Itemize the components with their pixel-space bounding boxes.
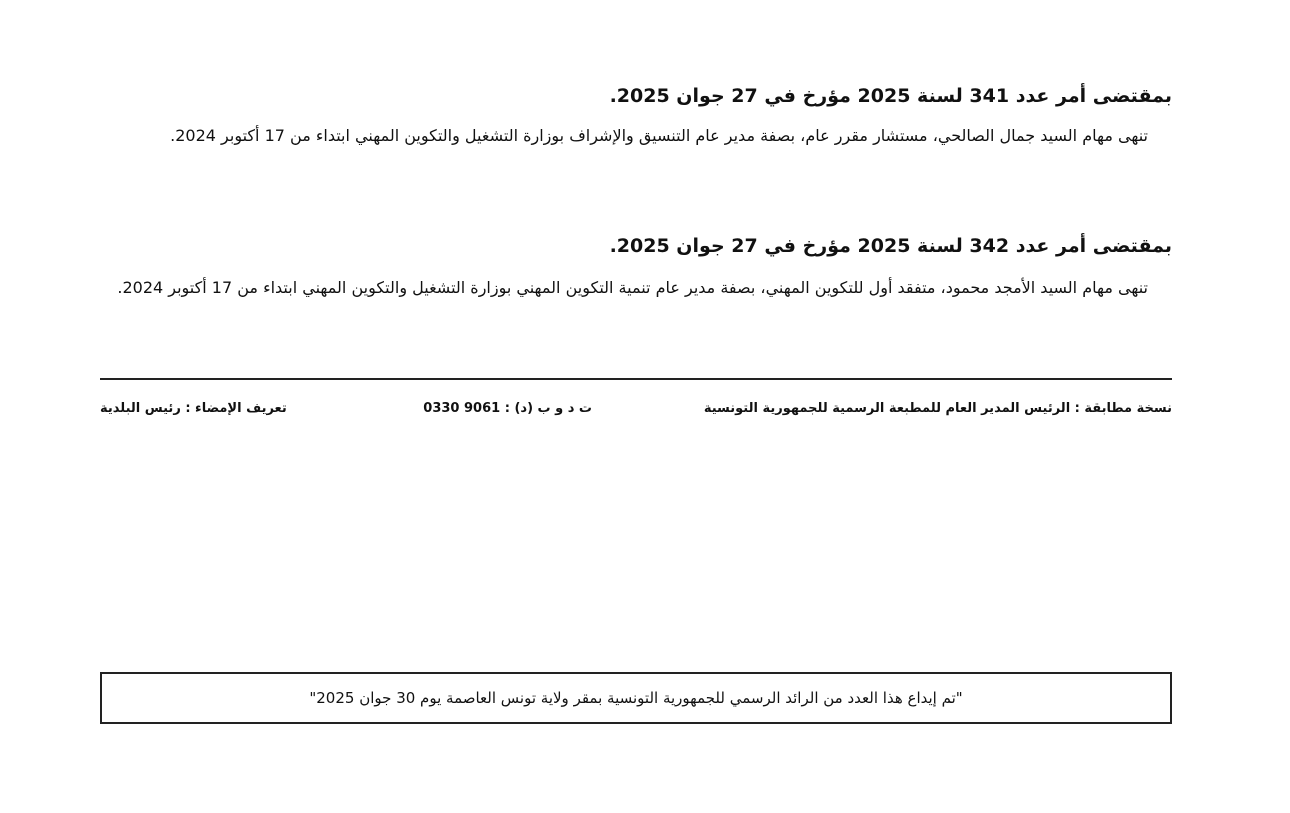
certified-copy-line: نسخة مطابقة : الرئيس المدير العام للمطبعة الرسمية للجمهورية التونسية xyxy=(703,401,1172,416)
horizontal-divider xyxy=(100,378,1172,380)
decree-342-body: تنهى مهام السيد الأمجد محمود، متفقد أول للتكوين المهني، بصفة مدير عام تنمية التكوين المهني بوزارة التشغيل والتكوين المهني ابتداء من 17 أكتوبر 2024. xyxy=(117,278,1148,297)
registration-reference: ت د و ب (د) : 9061 0330 xyxy=(423,401,592,416)
decree-342-heading: بمقتضى أمر عدد 342 لسنة 2025 مؤرخ في 27 جوان 2025. xyxy=(609,235,1172,257)
deposit-notice-box xyxy=(100,672,1172,724)
deposit-notice-text: "تم إيداع هذا العدد من الرائد الرسمي للجمهورية التونسية بمقر ولاية تونس العاصمة يوم 30 جوان 2025" xyxy=(309,689,963,707)
official-gazette-page xyxy=(100,0,1172,813)
decree-341-heading: بمقتضى أمر عدد 341 لسنة 2025 مؤرخ في 27 جوان 2025. xyxy=(609,85,1172,107)
signature-authentication: تعريف الإمضاء : رئيس البلدية xyxy=(100,401,287,416)
decree-341-body: تنهى مهام السيد جمال الصالحي، مستشار مقرر عام، بصفة مدير عام التنسيق والإشراف بوزارة التشغيل والتكوين المهني ابتداء من 17 أكتوبر 2024. xyxy=(170,126,1148,145)
